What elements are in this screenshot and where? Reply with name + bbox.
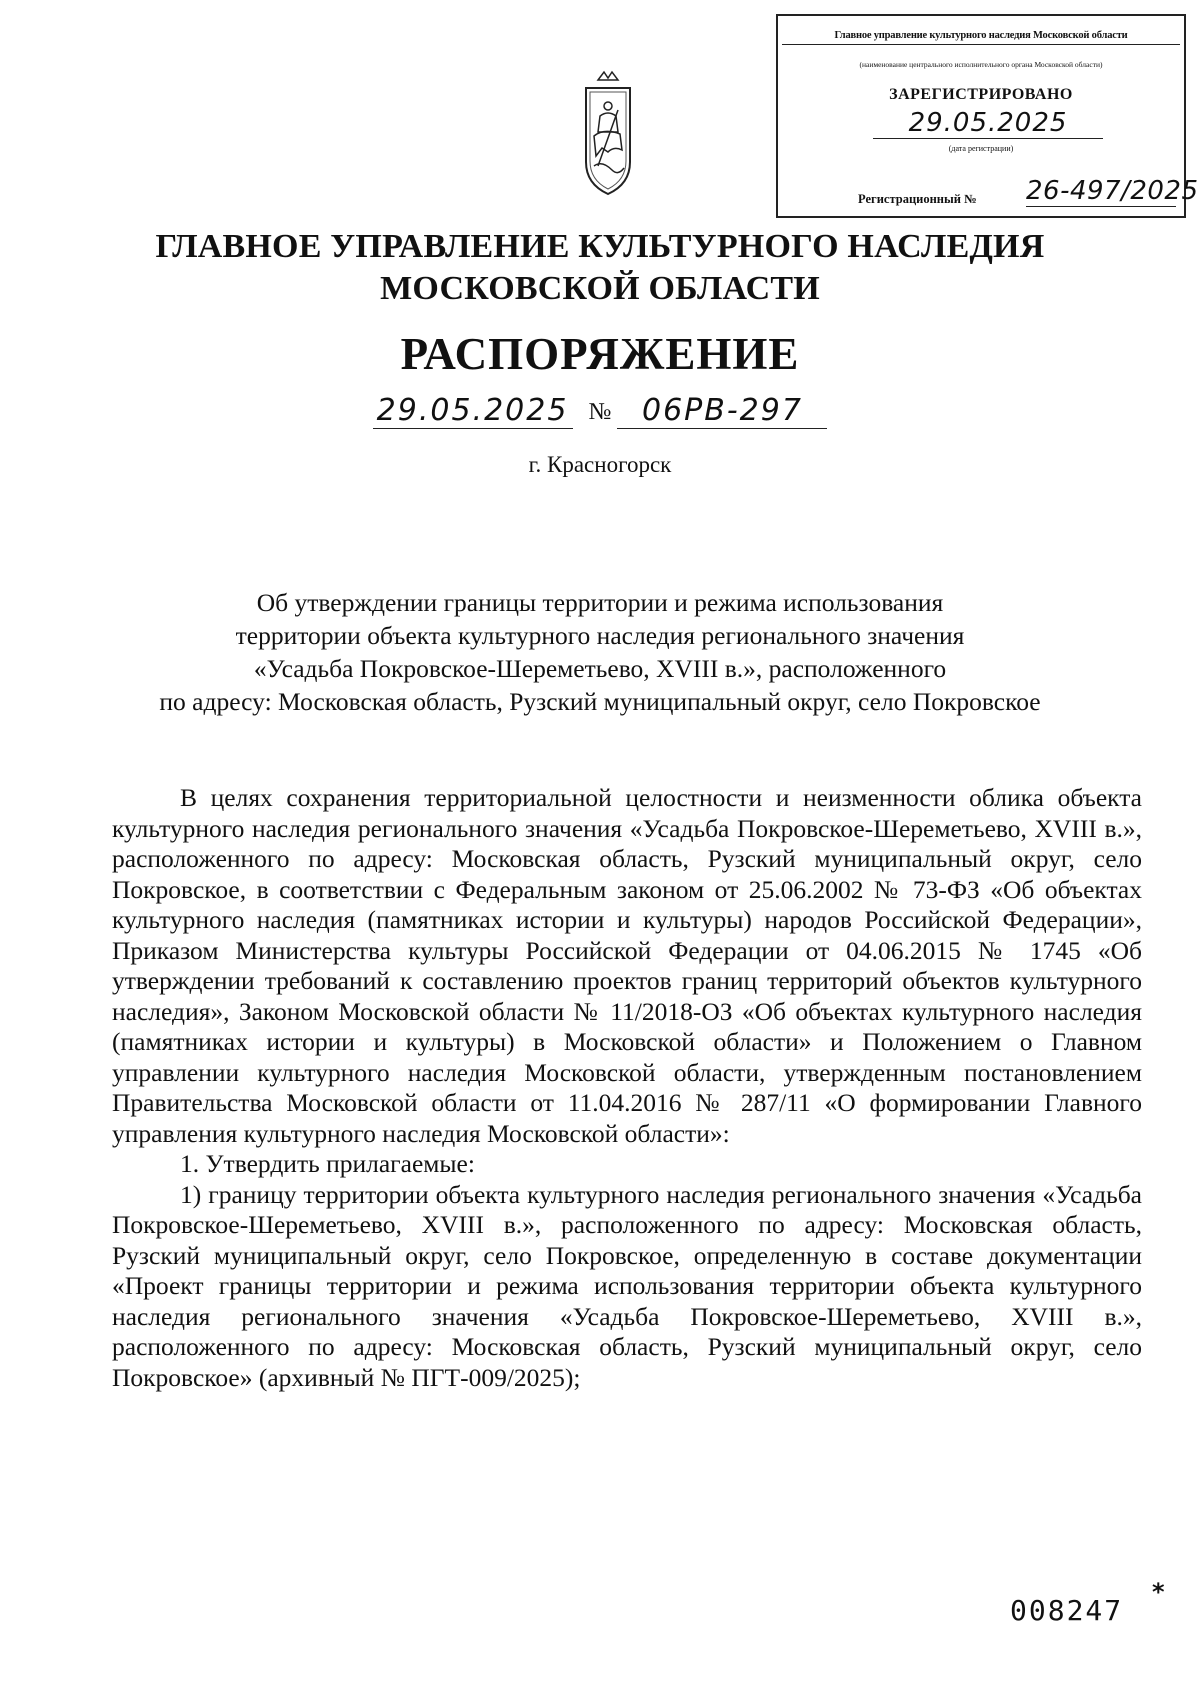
date-number-line	[0, 394, 1200, 438]
serial-mark: *	[1152, 1578, 1165, 1606]
stamp-date-note: (дата регистрации)	[948, 144, 1014, 153]
item-1: 1. Утвердить прилагаемые:	[180, 1149, 475, 1178]
document-type: РАСПОРЯЖЕНИЕ	[400, 329, 800, 379]
stamp-number-label: Регистрационный №	[858, 192, 977, 206]
page-serial-number: 008247	[1010, 1594, 1124, 1627]
number-sign: №	[588, 399, 612, 425]
registration-stamp	[776, 14, 1199, 218]
document-subject	[110, 586, 1090, 718]
stamp-registered-label: ЗАРЕГИСТРИРОВАНО	[889, 86, 1073, 103]
stamp-organization-note: (наименование центрального исполнительного органа Московской области)	[859, 60, 1103, 69]
document-number: 06РВ-297	[617, 394, 827, 429]
item-1-1: 1) границу территории объекта культурного наследия регионального значения «Усадьба Покровское-Шереметьево, XVIII в.», расположенного по адресу: Московская область, Рузский муниципальный округ, село Покровское, определенную в составе документации «Проект границы территории и режима использования территории объекта культурного наследия регионального значения «Усадьба Покровское-Шереметьево, XVIII в.», расположенного по адресу: Московская область, Рузский муниципальный округ, село Покровское» (архивный № ПГТ-009/2025);	[112, 1179, 1142, 1392]
subject-line: «Усадьба Покровское-Шереметьево, XVIII в.», расположенного	[253, 654, 947, 683]
document-date: 29.05.2025	[373, 394, 573, 429]
agency-name	[0, 226, 1200, 310]
subject-line: территории объекта культурного наследия регионального значения	[235, 621, 965, 650]
agency-name-line-2: МОСКОВСКОЙ ОБЛАСТИ	[380, 270, 820, 307]
stamp-registration-date: 29.05.2025	[873, 108, 1103, 139]
subject-line: Об утверждении границы территории и режима использования	[256, 588, 944, 617]
preamble-paragraph: В целях сохранения территориальной целостности и неизменности облика объекта культурного наследия регионального значения «Усадьба Покровское-Шереметьево, XVIII в.», расположенного по адресу: Московская область, Рузский муниципальный округ, село Покровское, в соответствии с Федеральным законом от 25.06.2002 № 73-ФЗ «Об объектах культурного наследия (памятниках истории и культуры) народов Российской Федерации», Приказом Министерства культуры Российской Федерации от 04.06.2015 № 1745 «Об утверждении требований к составлению проектов границ территорий объектов культурного наследия», Законом Московской области № 11/2018-ОЗ «Об объектах культурного наследия (памятниках истории и культуры) в Московской области» и Положением о Главном управлении культурного наследия Московской области, утвержденным постановлением Правительства Московской области от 11.04.2016 № 287/11 «О формировании Главного управления культурного наследия Московской области»:	[112, 783, 1142, 1148]
subject-line: по адресу: Московская область, Рузский муниципальный округ, село Покровское	[159, 687, 1041, 716]
document-body	[112, 783, 1142, 1393]
stamp-organization: Главное управление культурного наследия Московской области	[782, 30, 1180, 45]
stamp-number-value: 26-497/2025	[1026, 176, 1199, 206]
agency-name-line-1: ГЛАВНОЕ УПРАВЛЕНИЕ КУЛЬТУРНОГО НАСЛЕДИЯ	[155, 228, 1045, 265]
city: г. Красногорск	[528, 452, 672, 477]
coat-of-arms-icon	[578, 66, 638, 198]
